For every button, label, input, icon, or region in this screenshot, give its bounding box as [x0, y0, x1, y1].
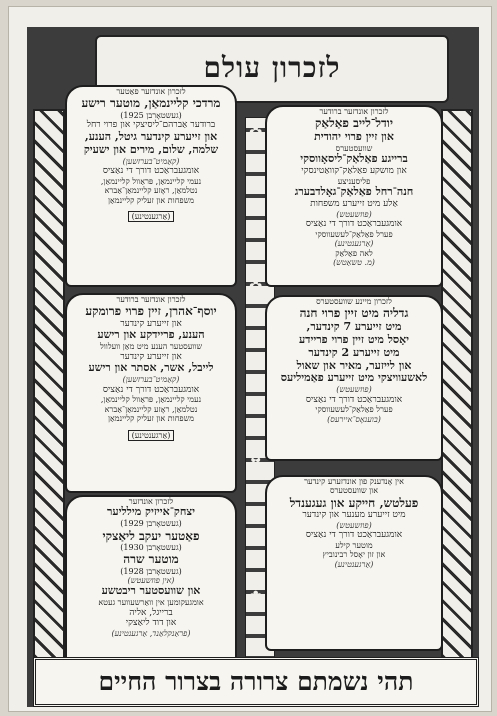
memorial-slab-6 — [65, 495, 237, 669]
slab-1-line: (פוזשעטש) — [336, 209, 372, 219]
slab-2-line: און זייערע קינדער גיטל, הענע, — [84, 129, 218, 143]
slab-1-line: אַלע מיט זייערע משפחות — [310, 198, 398, 209]
slab-1-line: פערל פאַלאַק־לעשעווסקי — [315, 229, 393, 239]
slab-6-line: (געשטאָרבן 1929) — [120, 519, 182, 529]
slab-4-line: (קאַמיט־בערזשען) — [122, 375, 180, 385]
slab-6-line: ברייגל, אליה — [129, 607, 173, 618]
slab-1-line: לזכרון אונדזער ברודער — [319, 107, 389, 116]
slab-3-line: מיט זייערע 7 קינדער, — [306, 319, 402, 333]
slab-6-line: אומגעקומען אין וואַרשעווער געטא — [98, 598, 204, 608]
flower-ornament-icon: ✿ — [249, 123, 263, 142]
slab-2-line: משפחות און זעליק קליינמאַן — [107, 195, 195, 205]
memorial-slab-5 — [265, 475, 443, 651]
slab-5-line: פעלטש, חייקע און געגענדל — [289, 495, 419, 510]
slab-4-line: (אַרגענטינע) — [128, 430, 175, 441]
slab-1-line: (מ. טשאַטש) — [333, 257, 375, 267]
slab-2-line: ברודער אַברהם־ליסיצקי און פרוי רחל — [86, 120, 216, 131]
slab-3-line: און לייזער, מאיר און שאול — [296, 358, 412, 372]
slab-3-line: אומגעבראַכט דורך די נאַציס — [305, 394, 403, 405]
footer-inscription: תהי נשמתם צרורה בצרור החיים — [98, 667, 414, 696]
slab-6-line: (געשטאָרבן 1928) — [120, 566, 182, 576]
slab-3-line: לזכרון מיינע שוועסטערס — [316, 297, 392, 306]
slab-1-line: ברייגע פאַלאַק־ליסאָווסקי — [300, 152, 408, 165]
memorial-title: לזכרון עולם — [203, 51, 341, 84]
slab-6-line: (אין פוזשעטש) — [127, 576, 175, 586]
slab-2-line: שלמה, שלום, מירים און ישעיק — [83, 142, 219, 156]
memorial-slab-3 — [265, 295, 443, 461]
slab-5-line: (אַרגענטינע) — [334, 559, 374, 569]
memorial-slab-4 — [65, 293, 237, 493]
slab-5-line: אין אָנדענק פון אונדזערע קינדער — [304, 477, 404, 486]
left-column-ornament — [33, 109, 65, 693]
slab-3-line: (בוענאָס־איירעס) — [327, 414, 381, 424]
slab-1-line: חנה־רחל פאַלאַק־גאָלדבערג — [294, 185, 414, 199]
slab-4-line: און זייערע קינדער — [120, 318, 182, 329]
slab-3-line: פערל פאַלאַק־לעשעווסקי — [315, 405, 393, 415]
slab-2-line: אומגעבראַכט דורך די נאַציס — [102, 166, 200, 177]
flower-ornament-icon: ✿ — [249, 447, 263, 466]
slab-4-line: לייבל, אשר, אסתר און רישע — [88, 361, 214, 375]
slab-1-line: לאה פאַלאַק — [335, 248, 373, 258]
slab-4-line: לזכרון אונדזער ברודער — [116, 295, 186, 304]
slab-2-line: מרדכי קליינמאַן, מוטער רישע — [81, 96, 221, 111]
slab-1-line: אומגעבראַכט דורך די נאַציס — [305, 219, 403, 230]
slab-2-line: נטלמאַן, ראָזע קליינמאַן־אַברא — [104, 186, 198, 196]
slab-6-line: מוטער שרה — [123, 552, 179, 567]
slab-2-line: (קאַמיט־בערזשען) — [122, 156, 180, 166]
slab-5-line: (פוזשעטש) — [336, 520, 372, 530]
slab-6-line: פאַטער יעקב ליאַצקי — [102, 528, 200, 543]
book-page — [8, 6, 492, 712]
slab-4-line: הענע, פריידקע און רישע — [97, 328, 205, 342]
slab-6-line: און דוד ליאַצקי — [125, 618, 177, 629]
memorial-frame — [27, 27, 479, 707]
slab-4-line: נעמי קליינמאַן, פּראַוול קליינמאַן, — [100, 395, 202, 405]
slab-1-line: שוועסטערס — [335, 143, 373, 153]
slab-3-line: יאָסל מיט זיין פרוי פריידע — [298, 332, 410, 346]
flower-ornament-icon: ✿ — [249, 277, 263, 296]
slab-5-line: מיט זייערע מענער און קינדער — [302, 510, 406, 521]
memorial-slab-2 — [65, 85, 237, 287]
slab-6-line: (פראַנקלאַנד, אַרגענטינע) — [111, 629, 191, 639]
slab-3-line: מיט זייערע 2 קינדער — [308, 345, 400, 359]
slab-5-line: און זון יאָסל רבינוביץ — [322, 550, 386, 560]
slab-2-line: לזכרון אונדזער פאַטער — [116, 87, 186, 96]
slab-3-line: (פוזשעטש) — [336, 385, 372, 395]
slab-4-line: משפחות און זעליק קליינמאַן — [107, 414, 195, 424]
slab-2-line: (געשטאָרבן 1925) — [120, 110, 182, 120]
slab-3-line: לאשעוויצקי מיט זייערע פאַמיליעס — [280, 371, 428, 385]
slab-1-line: יודל־לייב פאַלאַק — [314, 116, 394, 131]
slab-1-line: (אַרגענטינע) — [334, 239, 374, 249]
slab-1-line: פליסעניצע — [337, 176, 371, 186]
slab-5-line: מוטער קילע — [335, 540, 373, 550]
slab-6-line: יצחק־אייזיק מילליער — [107, 505, 195, 519]
footer-banner — [33, 657, 479, 707]
slab-6-line: און שוועסטער ריבטשע — [101, 584, 201, 598]
slab-2-line: נעמי קליינמאַן, פּראַוול קליינמאַן, — [100, 176, 202, 186]
slab-5-line: און שוועסטערס — [329, 486, 379, 496]
slab-1-line: און זיין פרוי יהודית — [314, 129, 394, 143]
right-column-ornament — [441, 109, 473, 693]
memorial-slab-1 — [265, 105, 443, 287]
slab-4-line: און זייערע קינדער — [120, 351, 182, 362]
slab-2-line: (אַרגענטינע) — [128, 211, 175, 222]
flower-ornament-icon: ✿ — [249, 587, 263, 606]
slab-5-line: אומגעבראַכט דורך די נאַציס — [305, 530, 403, 541]
slab-6-line: לזכרון אונדזער — [128, 497, 174, 506]
slab-4-line: יוסף־אהרן, זיין פרוי פרומקע — [85, 304, 217, 319]
slab-6-line: (געשטאָרבן 1930) — [120, 543, 182, 552]
slab-3-line: גדליה מיט זיין פרוי חנה — [299, 306, 409, 321]
slab-4-line: נטלמאַן, ראָזע קליינמאַן־אַברא — [104, 404, 198, 414]
slab-4-line: שוועסטער הענע מיט מאַן וועלוול — [99, 342, 202, 352]
slab-1-line: און מושקע פאַלאַק־קוואַטינסקי — [301, 165, 407, 176]
slab-4-line: אומגעבראַכט דורך די נאַציס — [102, 384, 200, 395]
